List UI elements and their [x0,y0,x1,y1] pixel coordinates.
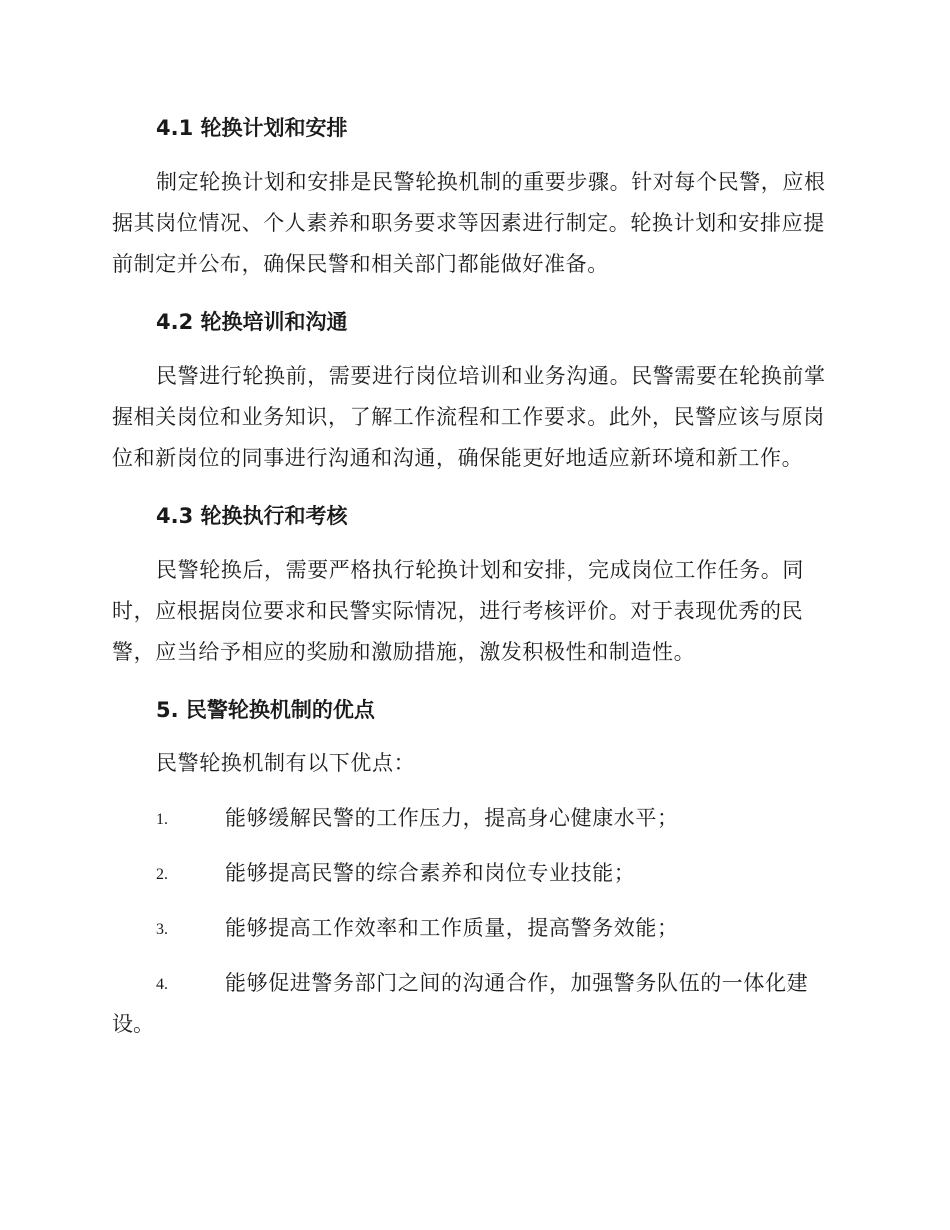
section-paragraph-4-2 [112,356,832,479]
paragraph-line: 前制定并公布，确保民警和相关部门都能做好准备。 [112,252,609,276]
list-number: 2. [156,866,168,883]
paragraph-line: 制定轮换计划和安排是民警轮换机制的重要步骤。针对每个民警，应根 [156,170,826,194]
section-paragraph-4-3 [112,550,832,673]
section-paragraph-4-1 [112,162,832,285]
list-item-text: 能够提高民警的综合素养和岗位专业技能； [225,861,636,885]
section-heading-4-3: 4.3 轮换执行和考核 [156,504,348,528]
list-item [156,853,832,894]
list-item-text: 能够促进警务部门之间的沟通合作，加强警务队伍的一体化建 [225,971,809,995]
list-item [112,963,832,1045]
paragraph-line: 握相关岗位和业务知识，了解工作流程和工作要求。此外，民警应该与原岗 [112,405,825,429]
list-number: 4. [156,976,168,993]
paragraph-line: 民警轮换机制有以下优点： [156,751,416,775]
paragraph-line: 警，应当给予相应的奖励和激励措施，激发积极性和制造性。 [112,640,696,664]
paragraph-line: 民警轮换后，需要严格执行轮换计划和安排，完成岗位工作任务。同 [156,558,804,582]
list-number: 1. [156,811,168,828]
list-item-text: 能够缓解民警的工作压力，提高身心健康水平； [225,806,679,830]
paragraph-line: 时，应根据岗位要求和民警实际情况，进行考核评价。对于表现优秀的民 [112,599,804,623]
paragraph-line: 位和新岗位的同事进行沟通和沟通，确保能更好地适应新环境和新工作。 [112,446,804,470]
list-item [156,798,832,839]
paragraph-line: 据其岗位情况、个人素养和职务要求等因素进行制定。轮换计划和安排应提 [112,211,825,235]
list-number: 3. [156,921,168,938]
section-heading-4-1: 4.1 轮换计划和安排 [156,116,348,140]
list-item [156,908,832,949]
list-item-text: 能够提高工作效率和工作质量，提高警务效能； [225,916,679,940]
section-heading-5: 5. 民警轮换机制的优点 [156,698,375,722]
list-item-text-continuation: 设。 [112,1012,154,1036]
section-5-intro [112,743,832,784]
section-heading-4-2: 4.2 轮换培训和沟通 [156,310,348,334]
paragraph-line: 民警进行轮换前，需要进行岗位培训和业务沟通。民警需要在轮换前掌 [156,364,826,388]
